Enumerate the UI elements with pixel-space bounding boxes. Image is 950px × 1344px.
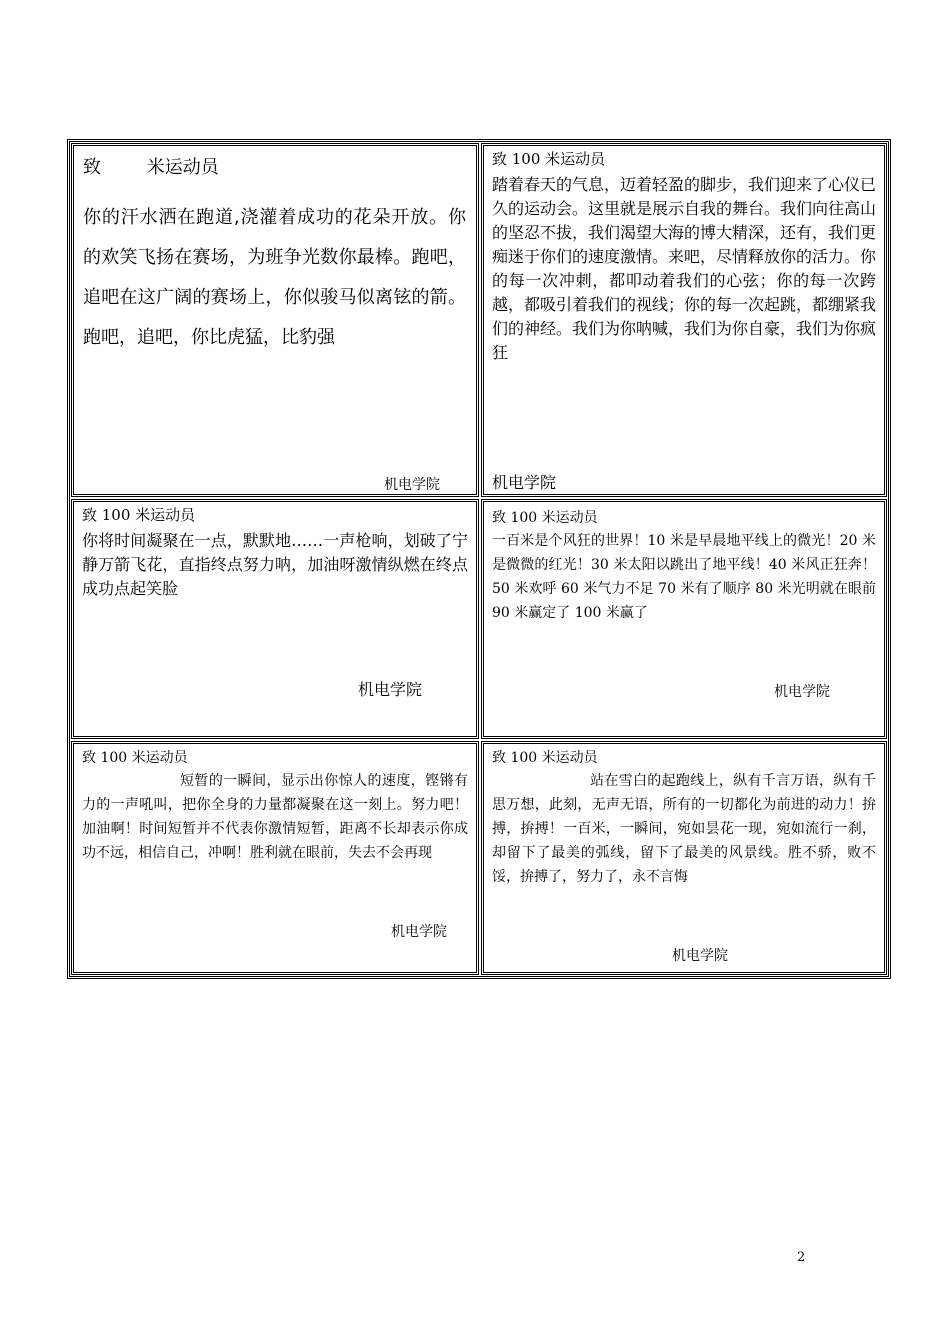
card-body: 短暂的一瞬间，显示出你惊人的速度，铿锵有力的一声吼叫，把你全身的力量都凝聚在这一刻上。努力吧！加油啊！时间短暂并不代表你激情短暂，距离不长却表示你成功不远，相信自己，冲啊！胜利就在眼前，失去不会再现 [82,773,468,861]
card-title: 致 100 米运动员 [492,510,598,526]
card-1 [71,143,479,497]
card-signature: 机电学院 [774,684,830,700]
card-title: 致 100 米运动员 [82,506,196,524]
card-5 [71,741,479,975]
card-2 [481,143,887,497]
card-signature: 机电学院 [672,948,728,964]
card-body: 你的汗水洒在跑道,浇灌着成功的花朵开放。你的欢笑飞扬在赛场，为班争光数你最棒。跑吧，追吧在这广阔的赛场上，你似骏马似离铉的箭。跑吧，追吧，你比虎猛，比豹强 [83,207,466,348]
card-body: 你将时间凝聚在一点，默默地……一声枪响，划破了宁静万箭飞花，直指终点努力呐，加油呀激情纵燃在终点成功点起笑脸 [82,531,468,598]
card-title: 致 100 米运动员 [492,750,598,766]
card-3 [71,499,479,739]
card-signature: 机电学院 [358,680,423,699]
card-signature: 机电学院 [384,477,440,493]
card-body: 踏着春天的气息，迈着轻盈的脚步，我们迎来了心仪已久的运动会。这里就是展示自我的舞台。我们向往高山的坚忍不拔，我们渴望大海的博大精深，还有，我们更痴迷于你们的速度激情。来吧，尽情释放你的活力。你的每一次冲刺，都叩动着我们的心弦；你的每一次跨越，都吸引着我们的视线；你的每一次起跳，都绷紧我们的神经。我们为你呐喊，我们为你自豪，我们为你疯狂 [492,175,877,362]
card-signature: 机电学院 [391,924,447,940]
card-title: 致 米运动员 [83,157,219,178]
card-signature: 机电学院 [492,473,557,492]
card-title: 致 100 米运动员 [492,150,606,168]
card-title: 致 100 米运动员 [82,750,188,766]
card-body: 一百米是个风狂的世界！10 米是早晨地平线上的微光！20 米是微微的红光！30 米太阳以跳出了地平线！40 米风正狂奔！50 米欢呼 60 米气力不足 70 米有了顺序 80 米光明就在眼前 90 米赢定了 100 米赢了 [492,533,876,621]
card-4 [481,499,887,739]
page-number: 2 [797,1250,806,1265]
card-body: 站在雪白的起跑线上，纵有千言万语，纵有千思万想，此刻，无声无语，所有的一切都化为前进的动力！拚搏，拚搏！一百米，一瞬间，宛如昙花一现，宛如流行一刹，却留下了最美的弧线，留下了最美的风景线。胜不骄，败不馁，拚搏了，努力了，永不言悔 [492,773,876,885]
card-6 [481,741,887,975]
